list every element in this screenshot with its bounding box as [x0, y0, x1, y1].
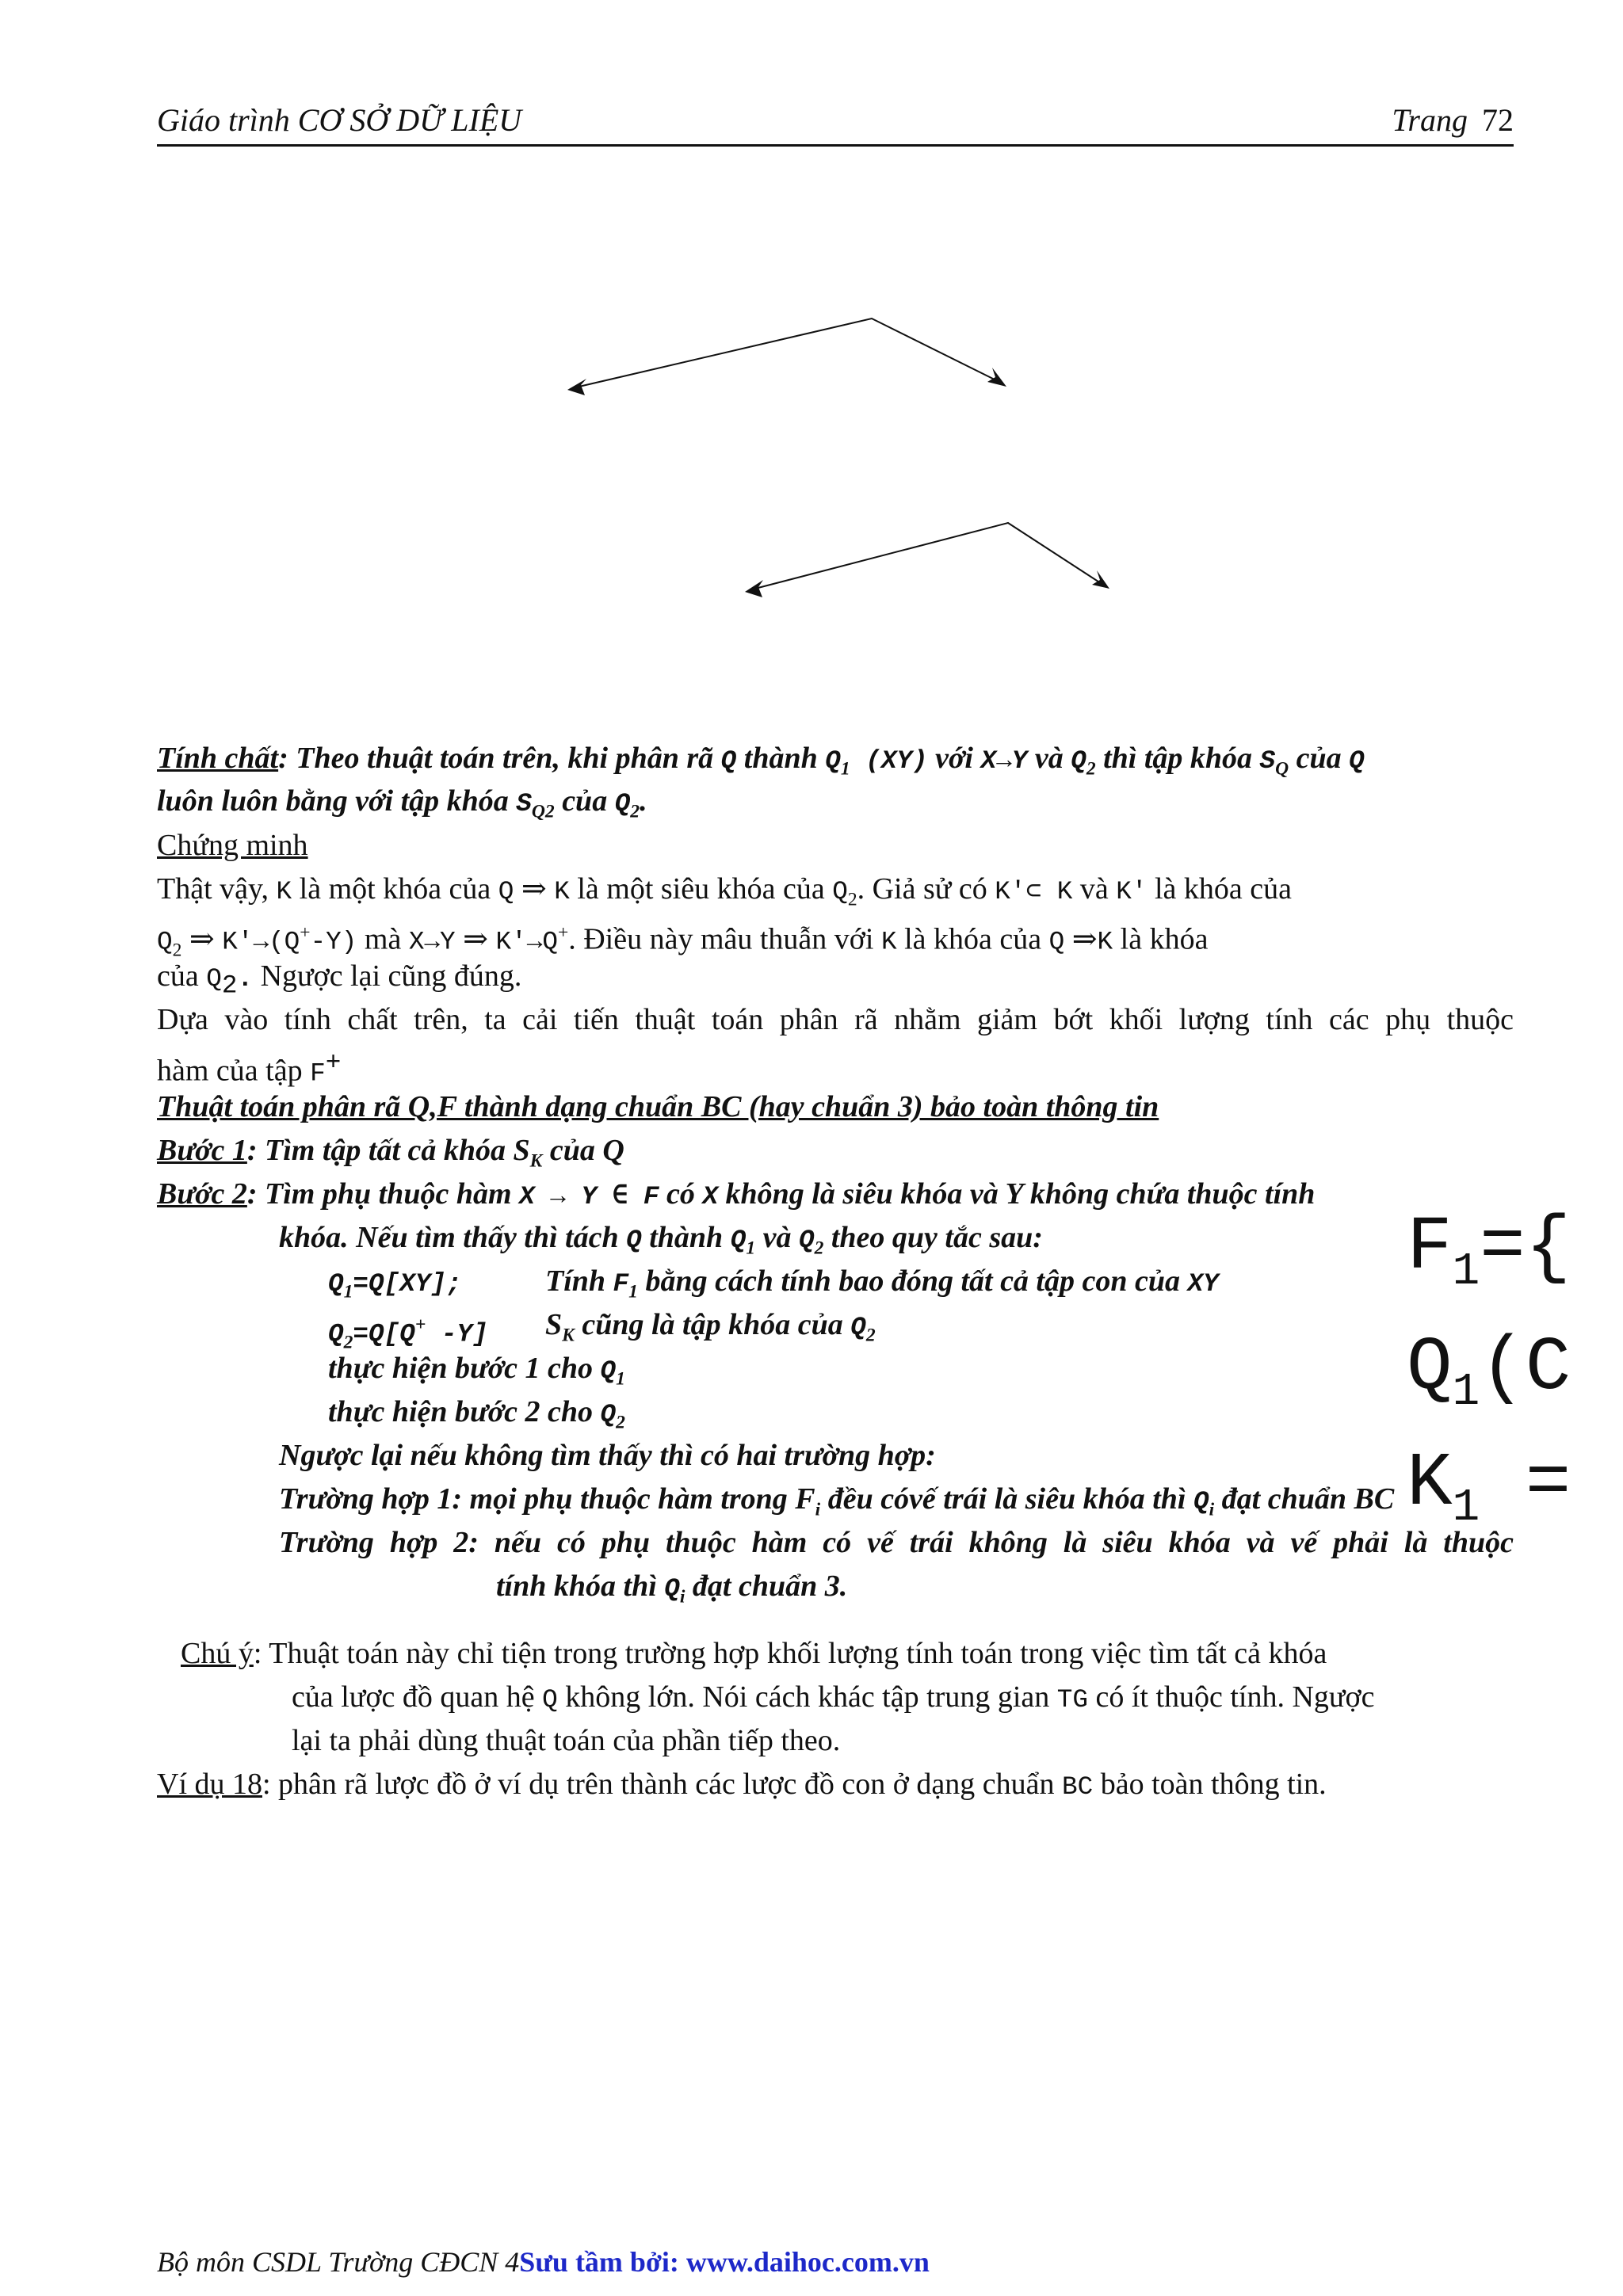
note-line-3: lại ta phải dùng thuật toán của phần tiếp theo.	[292, 1724, 841, 1757]
case-2-line-1: Trường hợp 2: nếu có phụ thuộc hàm có vế trái không là siêu khóa và vế phải là thuộc	[279, 1526, 1514, 1559]
note-label: Chú ý	[181, 1637, 254, 1670]
overlay-q1: $Q_1(C$	[1407, 1325, 1571, 1419]
overlay-f1: $F_1=${	[1407, 1204, 1571, 1299]
note-line-1: Chú ý: Thuật toán này chỉ tiện trong trường hợp khối lượng tính toán trong việc tìm tất cả khóa	[181, 1637, 1327, 1670]
example-label: Ví dụ 18	[157, 1768, 262, 1801]
proof-title: Chứng minh	[157, 829, 308, 862]
proof-line-1: Thật vậy, K là một khóa của Q ⇒ K là một siêu khóa của $Q_2$. Giả sử có K'⊂ K và K' là khóa của	[157, 872, 1292, 910]
note-line-2: của lược đồ quan hệ Q không lớn. Nói cách khác tập trung gian TG có ít thuộc tính. Ngược	[292, 1680, 1375, 1714]
document-title: Giáo trình CƠ SỞ DỮ LIỆU	[157, 102, 522, 138]
rule-f1: Tính $F_1$ bằng cách tính bao đóng tất cả tập con của XY	[545, 1264, 1219, 1302]
step-2-line-1: Bước 2: Tìm phụ thuộc hàm X → Y ∈ F có X không là siêu khóa và Y không chứa thuộc tính	[157, 1177, 1316, 1211]
decomposition-tree-diagram	[0, 0, 1623, 713]
page-label: Trang	[1392, 102, 1468, 138]
property-label: Tính chất	[157, 742, 279, 775]
rule-step1-q1: thực hiện bước 1 cho $Q_1$	[328, 1352, 625, 1390]
intro-line-2: hàm của tập F+	[157, 1048, 342, 1089]
arrowhead-upper-left	[567, 379, 586, 395]
tree-branch-lower	[749, 523, 1106, 590]
algorithm-title: Thuật toán phân rã Q,F thành dạng chuẩn BC (hay chuẩn 3) bảo toàn thông tin	[157, 1090, 1159, 1123]
arrowhead-lower-left	[745, 580, 763, 597]
property-line-2: luôn luôn bằng với tập khóa $S_{Q2}$ của $Q_2$.	[157, 784, 647, 822]
property-line-1: Tính chất: Theo thuật toán trên, khi phân rã Q thành $Q_1$ (XY) với X→Y và $Q_2$ thì tập khóa $S_Q$ của Q	[157, 742, 1365, 780]
overlay-k1: $K_1$ =	[1407, 1440, 1571, 1535]
example-18: Ví dụ 18: phân rã lược đồ ở ví dụ trên thành các lược đồ con ở dạng chuẩn BC bảo toàn thông tin.	[157, 1768, 1327, 1802]
proof-line-3: của $Q_2$. Ngược lại cũng đúng.	[157, 959, 522, 1001]
footer-department: Bộ môn CSDL Trường CĐCN 4	[157, 2246, 520, 2278]
case-1: Trường hợp 1: mọi phụ thuộc hàm trong $F_i$ đều cóvế trái là siêu khóa thì $Q_i$ đạt chuẩn BC	[279, 1482, 1395, 1520]
rule-q2: $Q_2=Q[Q^+$ -Y]	[328, 1314, 488, 1353]
step-2-label: Bước 2	[157, 1177, 247, 1211]
rule-step2-q2: thực hiện bước 2 cho $Q_2$	[328, 1395, 625, 1433]
step-1: Bước 1: Tìm tập tất cả khóa $S_K$ của Q	[157, 1134, 624, 1172]
step-2-line-2: khóa. Nếu tìm thấy thì tách Q thành $Q_1$ và $Q_2$ theo quy tắc sau:	[279, 1221, 1043, 1259]
intro-line-1: Dựa vào tính chất trên, ta cải tiến thuật toán phân rã nhằm giảm bớt khối lượng tính các phụ thuộc	[157, 1003, 1514, 1036]
footer-credit-link[interactable]: Sưu tầm bởi: www.daihoc.com.vn	[519, 2246, 930, 2278]
rule-sk: $S_K$ cũng là tập khóa của $Q_2$	[545, 1308, 876, 1346]
case-2-line-2: tính khóa thì $Q_i$ đạt chuẩn 3.	[496, 1569, 848, 1608]
step-1-label: Bước 1	[157, 1134, 247, 1167]
else-clause: Ngược lại nếu không tìm thấy thì có hai trường hợp:	[279, 1439, 936, 1472]
proof-line-2: $Q_2$ ⇒ K'→(Q+-Y) mà X→Y ⇒ K'→Q+. Điều này mâu thuẫn với K là khóa của Q ⇒K là khóa	[157, 922, 1209, 961]
rule-q1: $Q_1=Q[XY]$;	[328, 1269, 462, 1302]
page-number: 72	[1482, 102, 1514, 138]
tree-branch-upper	[572, 318, 1002, 388]
page-footer	[157, 2245, 930, 2279]
